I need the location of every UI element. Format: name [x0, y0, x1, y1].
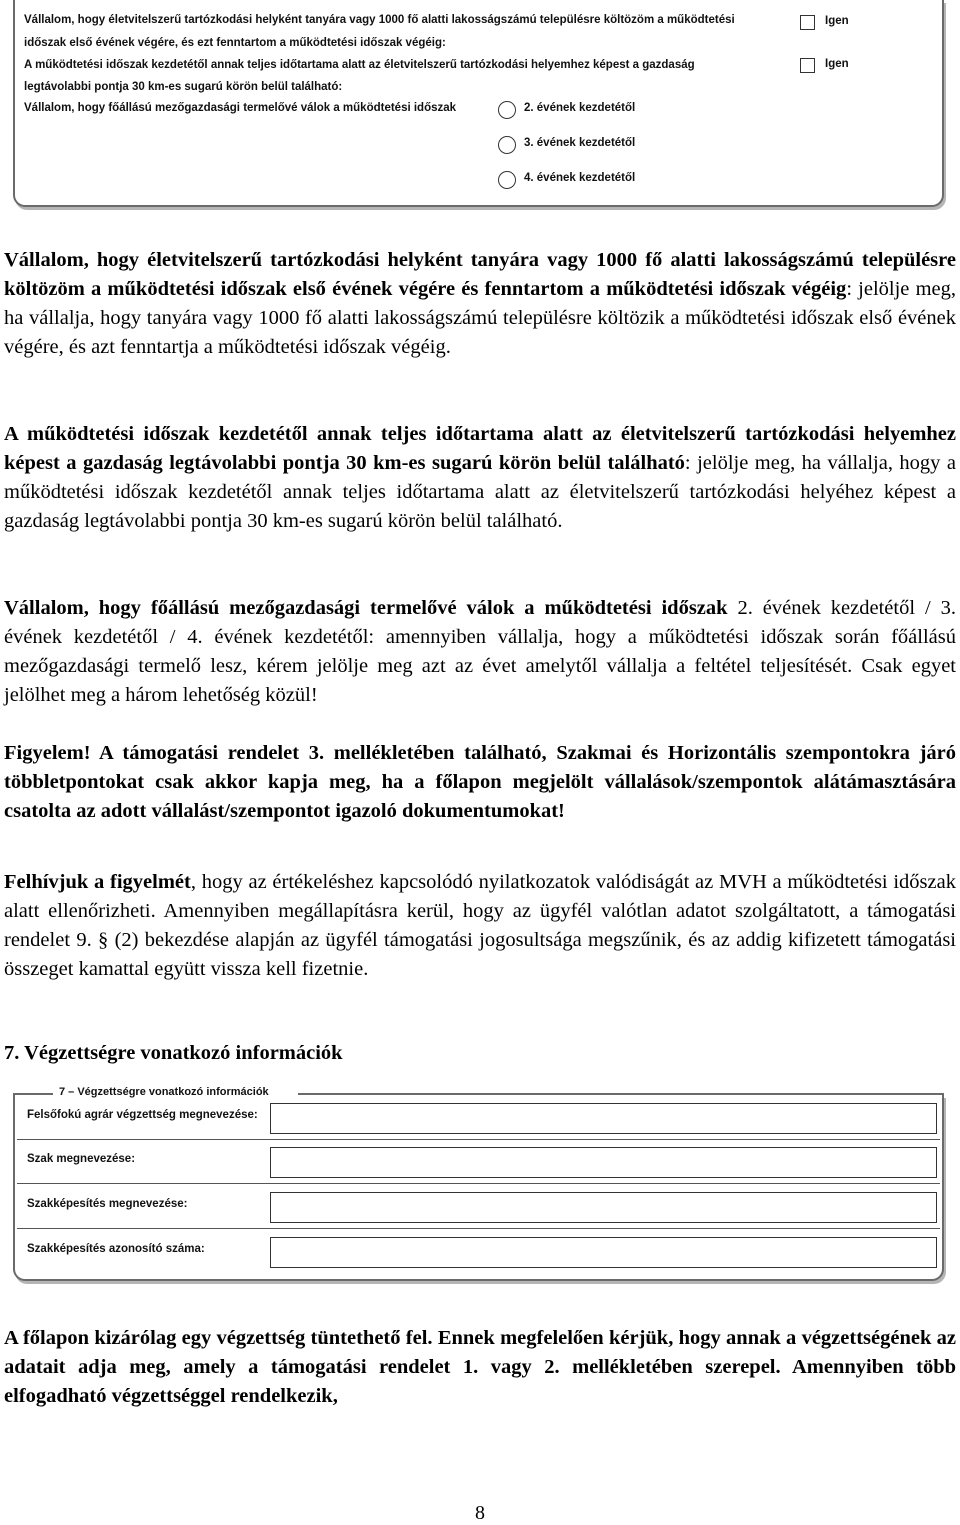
- paragraph-residence-bold: Vállalom, hogy életvitelszerű tartózkodási helyként tanyára vagy 1000 fő alatti lakosságszámú településre költözöm a működtetési időszak első évének végére és fenntartom a működtetési időszak végéig: [4, 249, 956, 300]
- distance-checkbox-label: Igen: [825, 58, 849, 70]
- paragraph-notice: [4, 868, 956, 984]
- qualification-name-field[interactable]: [270, 1192, 937, 1223]
- paragraph-farmer-text: 2. évének kezdetétől / 3. évének kezdetétől / 4. évének kezdetétől: amennyiben vállalja, hogy a működtetési időszak során főállású mezőgazdasági termelő lesz, kérem jelölje meg azt az évet amelytől vállalja a feltétel teljesítését. Csak egyet jelölhet meg a három lehetőség közül!: [4, 597, 956, 706]
- paragraph-notice-text: , hogy az értékeléshez kapcsolódó nyilatkozatok valódiságát az MVH a működtetési időszak alatt ellenőrizheti. Amennyiben megállapításra kerül, hogy az ügyfél valótlan adatot szolgáltatott, a támogatási rendelet 9. § (2) bekezdése alapján az ügyfél támogatási jogosultsága megszűnik, és az addig kifizetett támogatási összeget kamattal együtt vissza kell fizetnie.: [4, 871, 956, 980]
- paragraph-attention: [4, 739, 956, 826]
- form-top-border-right: [298, 1093, 944, 1095]
- paragraph-residence: [4, 246, 956, 362]
- statement2-line2: legtávolabbi pontja 30 km-es sugarú körön belül található:: [24, 81, 343, 93]
- row-divider: [17, 1139, 940, 1140]
- radio-year-3[interactable]: [498, 136, 516, 154]
- row-divider: [17, 1183, 940, 1184]
- qualification-name-label: Szakképesítés megnevezése:: [27, 1198, 188, 1210]
- paragraph-attention-bold: Figyelem! A támogatási rendelet 3. mellékletében található, Szakmai és Horizontális szempontokra járó többletpontokat csak akkor kapja meg, ha a főlapon megjelölt vállalások/szempontok alátámasztására csatolta az adott vállalást/szempontot igazoló dokumentumokat!: [4, 742, 956, 822]
- radio-year-4-label: 4. évének kezdetétől: [524, 172, 636, 184]
- commitment-form-excerpt: [13, 0, 944, 207]
- radio-year-2-label: 2. évének kezdetétől: [524, 102, 636, 114]
- paragraph-single-qualification-bold: A főlapon kizárólag egy végzettség tüntethető fel. Ennek megfelelően kérjük, hogy annak a végzettségének az adatait adja meg, amely a támogatási rendelet 1. vagy 2. mellékletében szerepel. Amennyiben több elfogadható végzettséggel rendelkezik,: [4, 1327, 956, 1407]
- row-divider: [17, 1228, 940, 1229]
- paragraph-single-qualification: [4, 1324, 956, 1411]
- higher-education-field[interactable]: [270, 1103, 937, 1134]
- residence-checkbox[interactable]: [800, 15, 815, 30]
- paragraph-distance: [4, 420, 956, 536]
- major-name-field[interactable]: [270, 1147, 937, 1178]
- qualification-id-label: Szakképesítés azonosító száma:: [27, 1243, 205, 1255]
- qualification-id-field[interactable]: [270, 1237, 937, 1268]
- paragraph-farmer-bold: Vállalom, hogy főállású mezőgazdasági termelővé válok a működtetési időszak: [4, 597, 728, 619]
- major-name-label: Szak megnevezése:: [27, 1153, 136, 1165]
- paragraph-farmer: [4, 594, 956, 710]
- higher-education-label: Felsőfokú agrár végzettség megnevezése:: [27, 1109, 258, 1121]
- statement2-line1: A működtetési időszak kezdetétől annak teljes időtartama alatt az életvitelszerű tartózkodási helyemhez képest a gazdaság: [24, 59, 695, 71]
- radio-year-4[interactable]: [498, 171, 516, 189]
- form-top-border-left: [13, 1093, 53, 1095]
- paragraph-residence-text: : jelölje meg, ha vállalja, hogy tanyára vagy 1000 fő alatti lakosságszámú településre költözik a működtetési időszak első évének végére, és azt fenntartja a működtetési időszak végéig.: [4, 278, 956, 358]
- distance-checkbox[interactable]: [800, 58, 815, 73]
- paragraph-notice-bold: Felhívjuk a figyelmét: [4, 871, 191, 893]
- education-form-title: 7 – Végzettségre vonatkozó információk: [56, 1086, 272, 1098]
- radio-year-3-label: 3. évének kezdetétől: [524, 137, 636, 149]
- paragraph-distance-text: : jelölje meg, ha vállalja, hogy a működtetési időszak kezdetétől annak teljes időtartama alatt az életvitelszerű tartózkodási helyéhez képest a gazdaság legtávolabbi pontja 30 km-es sugarú körön belül található.: [4, 452, 956, 532]
- radio-year-2[interactable]: [498, 101, 516, 119]
- statement3: Vállalom, hogy főállású mezőgazdasági termelővé válok a működtetési időszak: [24, 102, 457, 114]
- education-form-excerpt: [13, 1086, 944, 1281]
- statement1-line1: Vállalom, hogy életvitelszerű tartózkodási helyként tanyára vagy 1000 fő alatti lakosságszámú településre költözöm a működtetési: [24, 14, 735, 26]
- page-number: 8: [475, 1502, 485, 1524]
- statement1-line2: időszak első évének végére, és ezt fenntartom a működtetési időszak végéig:: [24, 37, 446, 49]
- section-heading: 7. Végzettségre vonatkozó információk: [4, 1042, 343, 1064]
- residence-checkbox-label: Igen: [825, 15, 849, 27]
- paragraph-distance-bold: A működtetési időszak kezdetétől annak teljes időtartama alatt az életvitelszerű tartózkodási helyemhez képest a gazdaság legtávolabbi pontja 30 km-es sugarú körön belül található: [4, 423, 956, 474]
